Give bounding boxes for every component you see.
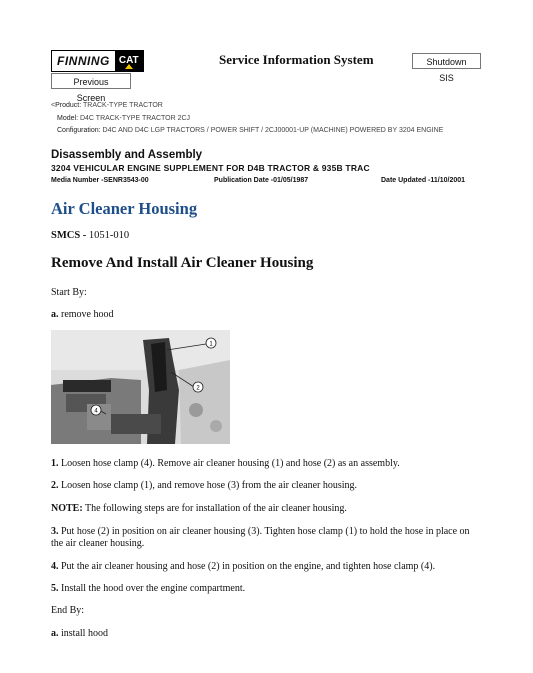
cat-badge: CAT	[115, 51, 143, 71]
date-updated: Date Updated -11/10/2001	[381, 177, 466, 184]
end-step-text: install hood	[61, 628, 108, 639]
section-heading: Disassembly and Assembly	[51, 149, 203, 161]
step-5-number: 5.	[51, 583, 59, 594]
note-label: NOTE:	[51, 503, 83, 514]
publication-date: Publication Date -01/05/1987	[214, 177, 309, 184]
end-by: End By:	[51, 605, 85, 616]
step-4-text: Put the air cleaner housing and hose (2) in position on the engine, and tighten hose clamp (4).	[61, 561, 436, 572]
shutdown-sis-button[interactable]: Shutdown SIS	[412, 53, 481, 69]
step-4-number: 4.	[51, 561, 59, 572]
smcs-value: 1051-010	[88, 230, 130, 241]
smcs-code	[51, 230, 129, 241]
previous-screen-button[interactable]: Previous Screen	[51, 73, 131, 89]
document-title: Air Cleaner Housing	[51, 199, 198, 218]
product-line	[51, 102, 163, 109]
step-1-number: 1.	[51, 458, 59, 469]
product-label: Product:	[55, 102, 82, 109]
step-3-number: 3.	[51, 526, 59, 537]
step-2	[51, 480, 481, 492]
back-arrow-icon[interactable]: <	[51, 102, 56, 109]
callout-2-label: 2	[196, 385, 200, 392]
step-4	[51, 561, 481, 573]
procedure-title: Remove And Install Air Cleaner Housing	[51, 255, 314, 271]
smcs-label: SMCS -	[51, 230, 87, 241]
note	[51, 503, 481, 515]
step-1	[51, 458, 481, 470]
start-step	[51, 309, 481, 321]
logo-text: FINNING	[52, 51, 115, 71]
air-cleaner-illustration	[51, 330, 230, 444]
product-value: TRACK-TYPE TRACTOR	[83, 102, 163, 109]
start-step-label: a.	[51, 309, 59, 320]
supplement-heading: 3204 VEHICULAR ENGINE SUPPLEMENT FOR D4B TRACTOR & 935B TRAC	[51, 163, 370, 173]
finning-cat-logo	[51, 50, 144, 72]
end-step	[51, 628, 481, 640]
model-label: Model:	[57, 115, 79, 122]
configuration-line	[57, 127, 443, 134]
step-2-text: Loosen hose clamp (1), and remove hose (3) from the air cleaner housing.	[61, 480, 358, 491]
callout-4-label: 4	[94, 408, 98, 415]
start-step-text: remove hood	[61, 309, 114, 320]
step-3-text: Put hose (2) in position on air cleaner housing (3). Tighten hose clamp (1) to hold the hose in place on the air cleaner housing.	[51, 526, 470, 549]
step-5	[51, 583, 481, 595]
media-number: Media Number -SENR3543-00	[51, 177, 149, 184]
configuration-value: D4C AND D4C LGP TRACTORS / POWER SHIFT / 2CJ00001-UP (MACHINE) POWERED BY 3204 ENGINE	[102, 127, 444, 134]
page-title: Service Information System	[219, 52, 374, 67]
step-3	[51, 526, 481, 550]
step-2-number: 2.	[51, 480, 59, 491]
note-text: The following steps are for installation of the air cleaner housing.	[85, 503, 347, 514]
step-5-text: Install the hood over the engine compartment.	[61, 583, 246, 594]
model-line	[57, 115, 190, 122]
model-value: D4C TRACK-TYPE TRACTOR 2CJ	[79, 115, 191, 122]
callout-1-label: 1	[209, 341, 213, 348]
configuration-label: Configuration:	[57, 127, 101, 134]
end-step-label: a.	[51, 628, 59, 639]
step-1-text: Loosen hose clamp (4). Remove air cleaner housing (1) and hose (2) as an assembly.	[61, 458, 400, 469]
air-cleaner-figure	[51, 330, 230, 444]
start-by: Start By:	[51, 287, 87, 298]
